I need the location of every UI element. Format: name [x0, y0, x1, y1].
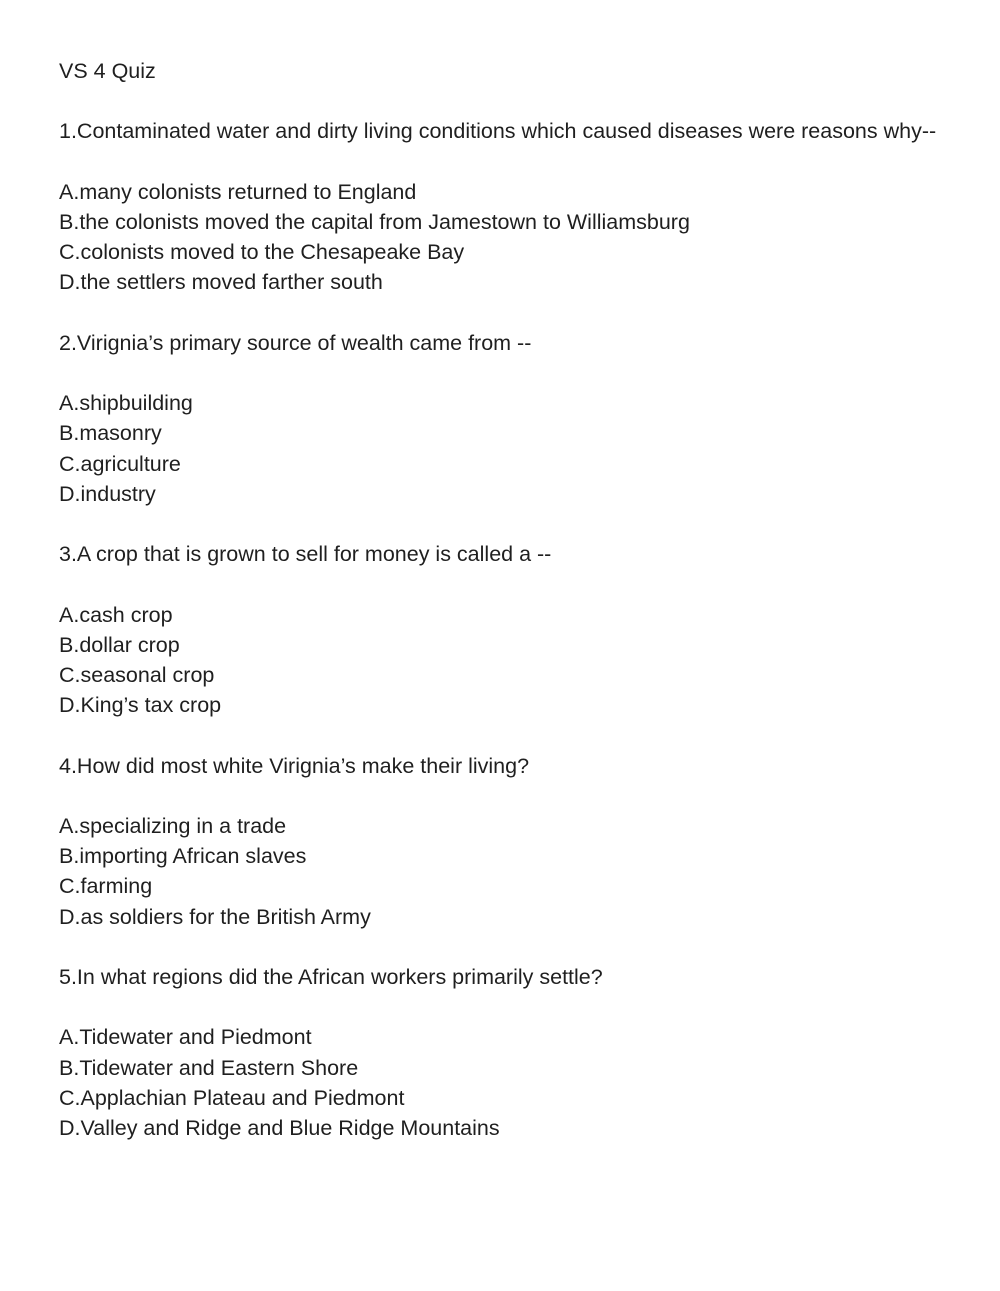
question-1	[59, 116, 959, 297]
option-list	[59, 177, 959, 298]
option-c: C.seasonal crop	[59, 662, 215, 687]
question-5	[59, 962, 959, 1143]
option-a: A.cash crop	[59, 602, 173, 627]
question-text: 4.How did most white Virignia’s make their living?	[59, 753, 530, 778]
option-d: D.Valley and Ridge and Blue Ridge Mountains	[59, 1115, 500, 1140]
question-text: 3.A crop that is grown to sell for money is called a --	[59, 542, 552, 567]
question-4	[59, 751, 959, 932]
option-list	[59, 811, 959, 932]
option-d: D.industry	[59, 481, 156, 506]
option-list	[59, 600, 959, 721]
option-d: D.King’s tax crop	[59, 693, 222, 718]
quiz-title: VS 4 Quiz	[59, 59, 156, 83]
option-c: C.Applachian Plateau and Piedmont	[59, 1085, 405, 1110]
option-b: B.the colonists moved the capital from Jamestown to Williamsburg	[59, 209, 690, 234]
option-b: B.Tidewater and Eastern Shore	[59, 1055, 359, 1080]
option-list	[59, 1022, 959, 1143]
option-c: C.farming	[59, 874, 153, 899]
question-2	[59, 328, 959, 509]
option-c: C.agriculture	[59, 451, 181, 476]
question-3	[59, 539, 959, 720]
quiz-page	[59, 56, 959, 1173]
option-a: A.shipbuilding	[59, 391, 193, 416]
question-text: 2.Virignia’s primary source of wealth came from --	[59, 330, 532, 355]
option-list	[59, 388, 959, 509]
option-c: C.colonists moved to the Chesapeake Bay	[59, 240, 465, 265]
option-b: B.masonry	[59, 421, 162, 446]
option-b: B.importing African slaves	[59, 844, 307, 869]
option-d: D.the settlers moved farther south	[59, 270, 383, 295]
option-a: A.many colonists returned to England	[59, 179, 417, 204]
question-text: 1.Contaminated water and dirty living conditions which caused diseases were reasons why--	[59, 119, 937, 144]
option-a: A.Tidewater and Piedmont	[59, 1025, 312, 1050]
option-d: D.as soldiers for the British Army	[59, 904, 371, 929]
option-b: B.dollar crop	[59, 632, 180, 657]
question-text: 5.In what regions did the African workers primarily settle?	[59, 964, 603, 989]
option-a: A.specializing in a trade	[59, 813, 287, 838]
